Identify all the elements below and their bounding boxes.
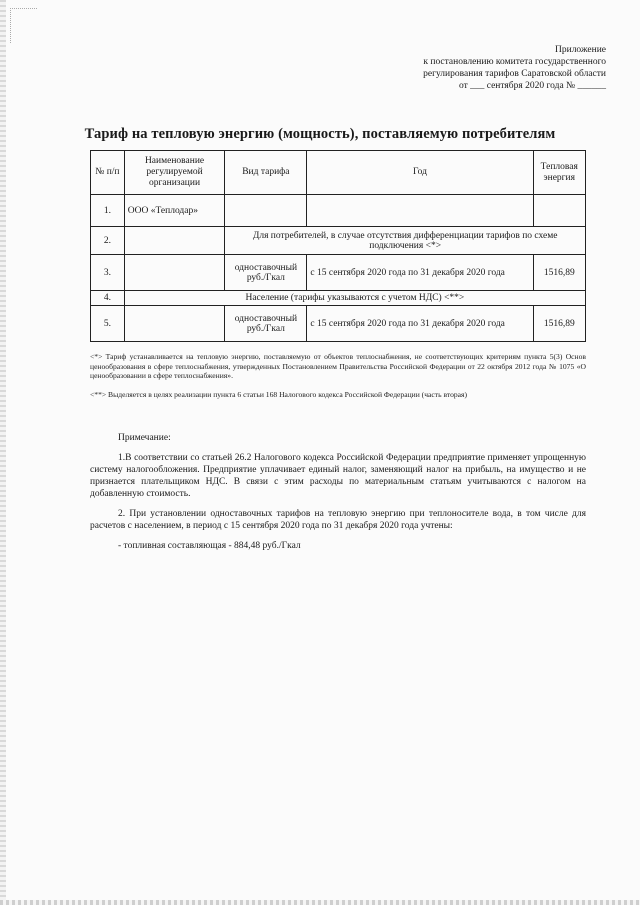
footnote: <**> Выделяется в целях реализации пункта 6 статьи 168 Налогового кодекса Российской Федерации (часть вторая): [90, 389, 468, 399]
appendix-line: Приложение: [555, 45, 606, 55]
header-type: Вид тарифа: [225, 151, 307, 195]
tariff-value: 1516,89: [533, 255, 585, 291]
table-row: [91, 255, 586, 291]
appendix-line: к постановлению комитета государственного: [423, 57, 606, 67]
tariff-type: одноставочный руб./Гкал: [225, 306, 307, 342]
footnote: <*> Тариф устанавливается на тепловую энергию, поставляемую от объектов теплоснабжения, не соответствующих критериям пункта 5(3) Основ ценообразования в сфере теплоснабжения, утвержденных Постановлением Правительства Российской Федерации от 22 октября 2012 года № 1075 «О ценообразовании в сфере теплоснабжения».: [90, 352, 586, 380]
empty-cell: [124, 227, 225, 255]
header-year: Год: [307, 151, 533, 195]
tariff-period: с 15 сентября 2020 года по 31 декабря 2020 года: [307, 255, 533, 291]
row-num: 5.: [91, 306, 125, 342]
appendix-line: регулирования тарифов Саратовской области: [423, 69, 606, 79]
appendix-line: от ___ сентября 2020 года № ______: [458, 81, 606, 91]
footnotes: [90, 352, 586, 408]
consumer-group-label: Для потребителей, в случае отсутствия дифференциации тарифов по схеме подключения <*>: [225, 227, 586, 255]
empty-cell: [124, 255, 225, 291]
scan-edge-bottom: [0, 900, 640, 905]
table-row: [91, 291, 586, 306]
header-org: Наименование регулируемой организации: [124, 151, 225, 195]
header-num: № п/п: [91, 151, 125, 195]
note-paragraph: 2. При установлении одноставочных тарифов на тепловую энергию при теплоносителе вода, в том числе для расчетов с населением, в период с 15 сентября 2020 года по 31 декабря 2020 года учтены:: [90, 509, 586, 531]
table-row: [91, 227, 586, 255]
empty-cell: [124, 306, 225, 342]
document-title: Тариф на тепловую энергию (мощность), поставляемую потребителям: [84, 126, 556, 142]
header-value: Тепловая энергия: [533, 151, 585, 195]
tariff-table: [90, 150, 586, 342]
table-row: [91, 306, 586, 342]
appendix-block: [306, 44, 606, 92]
empty-cell: [533, 195, 585, 227]
row-num: 1.: [91, 195, 125, 227]
notes-heading: Примечание:: [118, 433, 171, 443]
empty-cell: [225, 195, 307, 227]
notes-section: [90, 432, 586, 552]
note-bullet: - топливная составляющая - 884,48 руб./Гкал: [118, 541, 301, 551]
consumer-group-label: Население (тарифы указываются с учетом НДС) <**>: [124, 291, 585, 306]
table-row: [91, 195, 586, 227]
tariff-period: с 15 сентября 2020 года по 31 декабря 2020 года: [307, 306, 533, 342]
org-name: ООО «Теплодар»: [124, 195, 225, 227]
note-paragraph: 1.В соответствии со статьей 26.2 Налогового кодекса Российской Федерации предприятие применяет упрощенную систему налогообложения. Предприятие уплачивает единый налог, заменяющий налог на прибыль, на имущество и не признается плательщиком НДС. В связи с этим расходы по материальным статьям учитываются с налогом на добавленную стоимость.: [90, 453, 586, 499]
tariff-value: 1516,89: [533, 306, 585, 342]
row-num: 3.: [91, 255, 125, 291]
tariff-type: одноставочный руб./Гкал: [225, 255, 307, 291]
empty-cell: [307, 195, 533, 227]
row-num: 4.: [91, 291, 125, 306]
scan-corner-mark: [10, 8, 37, 43]
table-header-row: [91, 151, 586, 195]
row-num: 2.: [91, 227, 125, 255]
